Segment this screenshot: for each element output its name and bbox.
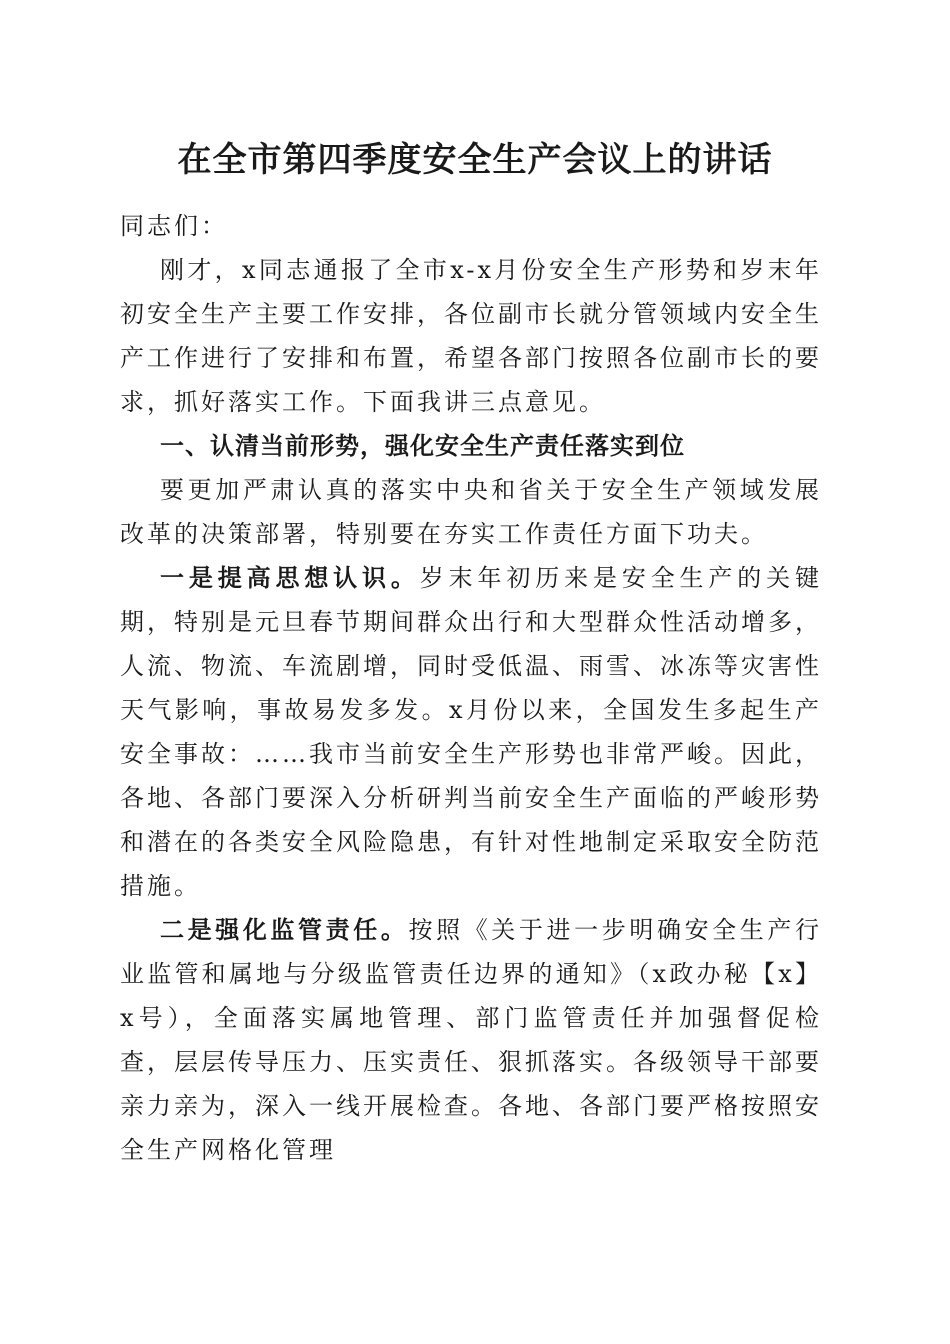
point-2-text: 按照《关于进一步明确安全生产行业监管和属地与分级监管责任边界的通知》（x政办秘【x】x号），全面落实属地管理、部门监管责任并加强督促检查，层层传导压力、压实责任、狠抓落实。各级领导干部要亲力亲为，深入一线开展检查。各地、各部门要严格按照安全生产网格化管理 xyxy=(120,916,823,1164)
paragraph-point-2 xyxy=(120,908,822,1172)
document-title: 在全市第四季度安全生产会议上的讲话 xyxy=(177,140,773,180)
paragraph-section-1: 要更加严肃认真的落实中央和省关于安全生产领域发展改革的决策部署，特别要在夯实工作责任方面下功夫。 xyxy=(120,476,822,548)
paragraph-intro: 刚才，x同志通报了全市x-x月份安全生产形势和岁末年初安全生产主要工作安排，各位副市长就分管领域内安全生产工作进行了安排和布置，希望各部门按照各位副市长的要求，抓好落实工作。下面我讲三点意见。 xyxy=(120,256,822,416)
point-1-lead: 一是提高思想认识。 xyxy=(160,563,420,592)
point-2-lead: 二是强化监管责任。 xyxy=(160,915,409,944)
point-1-text: 岁末年初历来是安全生产的关键期，特别是元旦春节期间群众出行和大型群众性活动增多，人流、物流、车流剧增，同时受低温、雨雪、冰冻等灾害性天气影响，事故易发多发。x月份以来，全国发生多起生产安全事故：……我市当前安全生产形势也非常严峻。因此，各地、各部门要深入分析研判当前安全生产面临的严峻形势和潜在的各类安全风险隐患，有针对性地制定采取安全防范措施。 xyxy=(120,564,823,900)
salutation: 同志们： xyxy=(120,212,228,240)
paragraph-point-1 xyxy=(120,556,822,908)
section-heading-1: 一、认清当前形势，强化安全生产责任落实到位 xyxy=(160,432,685,460)
document-body xyxy=(120,204,822,1172)
